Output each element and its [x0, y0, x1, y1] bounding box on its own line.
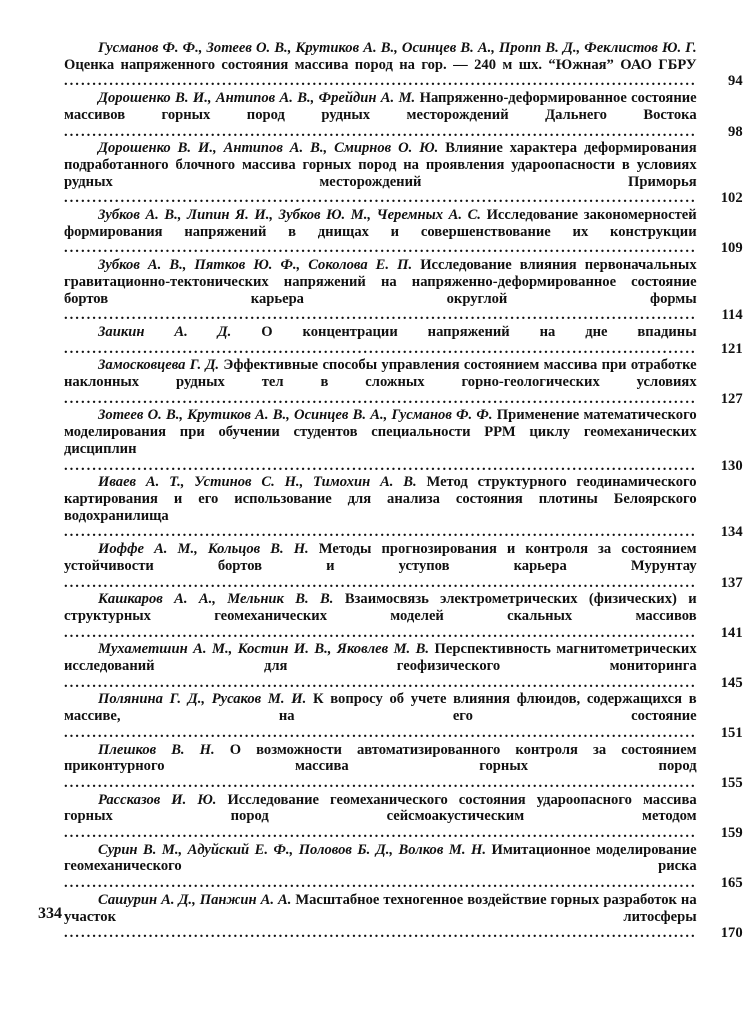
dot-leader: ................................................................................................................	[64, 123, 697, 140]
dot-leader: ................................................................................................................	[64, 73, 697, 90]
entry-authors: Зубков А. В., Пятков Ю. Ф., Соколова Е. П.	[98, 257, 413, 274]
dot-leader: ................................................................................................................	[64, 190, 697, 207]
entry-page: 141	[720, 624, 743, 641]
entry-page: 134	[720, 524, 743, 541]
entry-title: Оценка напряженного состояния массива пород на гор. — 240 м шх. “Южная” ОАО ГБРУ	[64, 56, 697, 73]
dot-leader: ................................................................................................................	[64, 875, 697, 892]
toc-entry	[64, 207, 743, 257]
entry-authors: Сурин В. М., Адуйский Е. Ф., Половов Б. Д., Волков М. Н.	[98, 841, 486, 858]
dot-leader: ................................................................................................................	[64, 674, 697, 691]
dot-leader: ................................................................................................................	[64, 925, 697, 942]
toc-entry	[64, 357, 743, 407]
entry-title: Напряженно-деформированное состояние массивов горных пород рудных месторождений Дальнего Востока	[64, 90, 697, 123]
entry-title: Эффективные способы управления состоянием массива при отработке наклонных рудных тел в сложных горно-геологических условиях	[64, 357, 697, 391]
toc-entry	[64, 791, 743, 842]
dot-leader: ................................................................................................................	[64, 390, 697, 407]
entry-page: 114	[721, 307, 743, 324]
entry-authors: Зубков А. В., Липин Я. И., Зубков Ю. М., Черемных А. С.	[98, 207, 481, 224]
table-of-contents	[64, 40, 743, 942]
entry-authors: Плешков В. Н.	[98, 741, 215, 758]
dot-leader: ................................................................................................................	[64, 340, 697, 357]
entry-authors: Иоффе А. М., Кольцов В. Н.	[98, 541, 309, 558]
entry-page: 170	[720, 925, 743, 942]
entry-page: 151	[720, 724, 743, 741]
dot-leader: ................................................................................................................	[64, 574, 697, 591]
dot-leader: ................................................................................................................	[64, 524, 697, 541]
entry-page: 159	[720, 825, 743, 842]
toc-entry	[64, 691, 743, 741]
entry-title: Перспективность магнитометрических исследований для геофизического мониторинга	[64, 641, 697, 675]
entry-title: Методы прогнозирования и контроля за состоянием устойчивости бортов и уступов карьера Мурунтау	[64, 541, 697, 574]
entry-authors: Мухаметшин А. М., Костин И. В., Яковлев М. В.	[98, 641, 430, 658]
dot-leader: ................................................................................................................	[64, 774, 697, 791]
dot-leader: ................................................................................................................	[64, 307, 697, 324]
entry-authors: Зотеев О. В., Крутиков А. В., Осинцев В. А., Гусманов Ф. Ф.	[98, 407, 493, 424]
toc-entry	[64, 541, 743, 591]
toc-entry	[64, 140, 743, 207]
dot-leader: ................................................................................................................	[64, 624, 697, 641]
entry-authors: Кашкаров А. А., Мельник В. В.	[98, 591, 334, 608]
entry-title: К вопросу об учете влияния флюидов, содержащихся в массиве, на его состояние	[64, 691, 697, 725]
entry-page: 145	[720, 674, 743, 691]
entry-title: Масштабное техногенное воздействие горных разработок на участок литосферы	[64, 891, 697, 925]
entry-page: 155	[720, 774, 743, 791]
entry-page: 121	[720, 340, 743, 357]
entry-title: Исследование закономерностей формирования напряжений в днищах и совершенствование их конструкции	[64, 207, 697, 240]
entry-authors: Иваев А. Т., Устинов С. Н., Тимохин А. В.	[98, 474, 417, 491]
toc-entry	[64, 407, 743, 474]
toc-entry	[64, 641, 743, 691]
entry-page: 130	[720, 457, 743, 474]
entry-authors: Сашурин А. Д., Панжин А. А.	[98, 891, 292, 908]
toc-entry	[64, 891, 743, 942]
entry-authors: Гусманов Ф. Ф., Зотеев О. В., Крутиков А. В., Осинцев В. А., Пропп В. Д., Феклистов Ю. Г.	[98, 40, 697, 56]
toc-entry	[64, 90, 743, 140]
entry-authors: Рассказов И. Ю.	[98, 791, 217, 808]
entry-authors: Дорошенко В. И., Антипов А. В., Смирнов О. Ю.	[98, 140, 439, 157]
entry-authors: Полянина Г. Д., Русаков М. И.	[98, 691, 307, 708]
entry-title: О возможности автоматизированного контроля за состоянием приконтурного массива горных пород	[64, 741, 697, 775]
entry-page: 102	[720, 190, 743, 207]
entry-page: 109	[720, 240, 743, 257]
entry-page: 165	[720, 875, 743, 892]
toc-entry	[64, 40, 743, 90]
entry-page: 94	[728, 73, 743, 90]
entry-title: Применение математического моделирования при обучении студентов специальности РРМ циклу геомеханических дисциплин	[64, 407, 697, 457]
toc-entry	[64, 841, 743, 892]
entry-page: 137	[720, 574, 743, 591]
entry-title: Взаимосвязь электрометрических (физических) и структурных геомеханических моделей скальных массивов	[64, 591, 697, 624]
toc-entry	[64, 257, 743, 324]
toc-entry	[64, 474, 743, 541]
entry-authors: Замосковцева Г. Д.	[98, 357, 220, 374]
entry-title: Метод структурного геодинамического картирования и его использование для анализа состояния плотины Белоярского водохранилища	[64, 474, 697, 524]
entry-title: Исследование геомеханического состояния удароопасного массива горных пород сейсмоакустическим методом	[64, 791, 697, 825]
toc-entry	[64, 591, 743, 641]
entry-title: Исследование влияния первоначальных гравитационно-тектонических напряжений на напряженно-деформированное состояние бортов карьера округлой формы	[64, 257, 697, 307]
entry-page: 127	[720, 390, 743, 407]
page-number: 334	[38, 905, 62, 922]
dot-leader: ................................................................................................................	[64, 457, 697, 474]
entry-title: Влияние характера деформирования подработанного блочного массива горных пород на проявления удароопасности в условиях рудных месторождений Приморья	[64, 140, 697, 190]
dot-leader: ................................................................................................................	[64, 724, 697, 741]
entry-page: 98	[728, 123, 743, 140]
toc-entry	[64, 323, 743, 357]
entry-title: О концентрации напряжений на дне впадины	[261, 323, 697, 340]
entry-authors: Заикин А. Д.	[98, 323, 232, 340]
entry-title: Имитационное моделирование геомеханического риска	[64, 841, 697, 875]
entry-authors: Дорошенко В. И., Антипов А. В., Фрейдин А. М.	[98, 90, 416, 107]
dot-leader: ................................................................................................................	[64, 240, 697, 257]
toc-entry	[64, 741, 743, 792]
dot-leader: ................................................................................................................	[64, 825, 697, 842]
